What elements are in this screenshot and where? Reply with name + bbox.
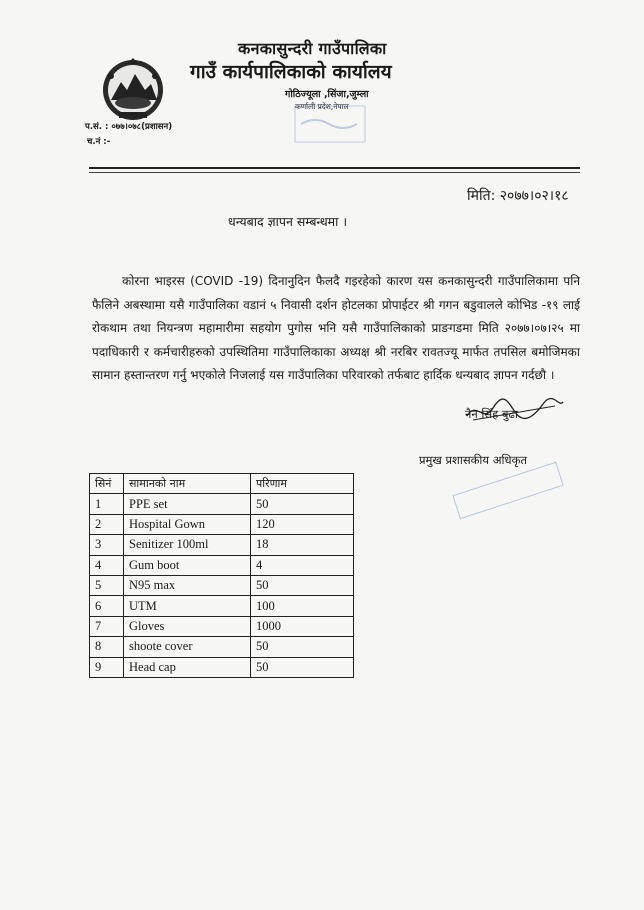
cell-sn: 7 [90, 616, 124, 636]
table-row [90, 535, 354, 555]
header-rule [89, 167, 580, 169]
header-rule-thin [89, 172, 580, 173]
table-row [90, 514, 354, 534]
table-row [90, 596, 354, 616]
cell-sn: 8 [90, 637, 124, 657]
reference-number: प.सं. : ०७७।०७८(प्रशासन) [85, 122, 173, 132]
dispatch-number: च.नं :- [87, 137, 111, 147]
cell-item: Head cap [124, 657, 251, 677]
cell-quantity: 50 [251, 657, 354, 677]
cell-quantity: 50 [251, 637, 354, 657]
signatory-title: प्रमुख प्रशासकीय अधिकृत [419, 453, 527, 467]
column-header-quantity: परिणाम [251, 474, 354, 494]
office-address: गोठिज्यूला ,सिंजा,जुम्ला [285, 89, 369, 100]
cell-item: Hospital Gown [124, 514, 251, 534]
cell-quantity: 120 [251, 514, 354, 534]
column-header-sn: सिनं [90, 474, 124, 494]
signatory-name: नैन सिंह बुढा [465, 407, 518, 421]
cell-sn: 2 [90, 514, 124, 534]
cell-quantity: 100 [251, 596, 354, 616]
table-row [90, 575, 354, 595]
cell-quantity: 4 [251, 555, 354, 575]
cell-sn: 6 [90, 596, 124, 616]
table-row [90, 494, 354, 514]
office-province: कर्णाली प्रदेश,नेपाल [295, 102, 349, 111]
letter-date: मिति: २०७७।०२।१८ [467, 188, 569, 204]
table-row [90, 616, 354, 636]
table-header-row [90, 474, 354, 494]
cell-item: UTM [124, 596, 251, 616]
cell-quantity: 1000 [251, 616, 354, 636]
cell-sn: 3 [90, 535, 124, 555]
cell-sn: 1 [90, 494, 124, 514]
office-name: गाउँ कार्यपालिकाको कार्यालय [190, 61, 392, 83]
table-row [90, 555, 354, 575]
cell-item: Senitizer 100ml [124, 535, 251, 555]
cell-item: N95 max [124, 575, 251, 595]
office-stamp-icon [293, 100, 367, 146]
body-paragraph: कोरना भाइरस (COVID -19) दिनानुदिन फैलदै गइरहेको कारण यस कनकासुन्दरी गाउँपालिकामा पनि फैलिने अबस्थामा यसै गाउँपालिका वडानं ५ निवासी दर्शन होटलका प्रोपाईटर श्री गगन बडुवालले कोभिड -१९ लाई रोकथाम तथा नियन्त्रण महामारीमा सहयोग पुगोस भनि यसै गाउँपालिकाको प्राङगडमा मिति २०७७।०७।२५ मा पदाधिकारी र कर्मचारीहरुको उपस्थितिमा गाउँपालिकाका अध्यक्ष श्री नरबिर रावतज्यू मार्फत तपसिल बमोजिमका सामान हस्तान्तरण गर्नु भएकोले निजलाई यस गाउँपालिका परिवारको तर्फबाट हार्दिक धन्यबाद ज्ञापन गर्दछौ । [92, 274, 580, 382]
municipality-name: कनकासुन्दरी गाउँपालिका [238, 39, 387, 58]
table-row [90, 657, 354, 677]
table-row [90, 637, 354, 657]
letter-body [92, 270, 580, 388]
cell-sn: 9 [90, 657, 124, 677]
items-table [89, 473, 354, 678]
cell-quantity: 18 [251, 535, 354, 555]
nepal-emblem-icon [97, 56, 169, 122]
cell-sn: 5 [90, 575, 124, 595]
letter-subject: धन्यबाद ज्ञापन सम्बन्धमा । [228, 214, 348, 229]
cell-sn: 4 [90, 555, 124, 575]
column-header-item: सामानको नाम [124, 474, 251, 494]
cell-item: Gum boot [124, 555, 251, 575]
cell-quantity: 50 [251, 575, 354, 595]
cell-item: shoote cover [124, 637, 251, 657]
cell-item: Gloves [124, 616, 251, 636]
cell-quantity: 50 [251, 494, 354, 514]
cell-item: PPE set [124, 494, 251, 514]
